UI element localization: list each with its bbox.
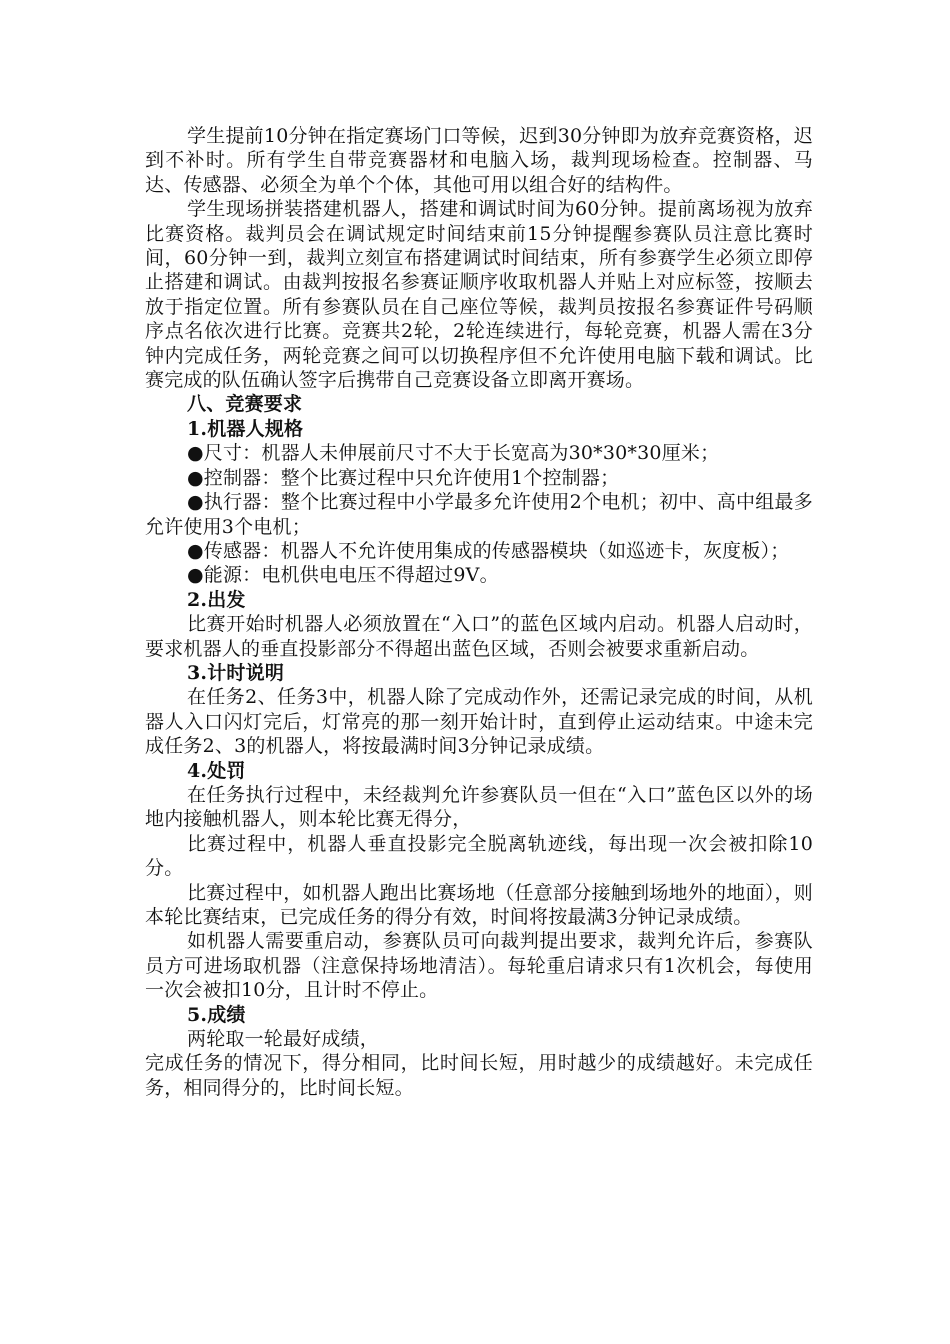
paragraph-build-time: 学生现场拼装搭建机器人，搭建和调试时间为60分钟。提前离场视为放弃比赛资格。裁判员会在调试规定时间结束前15分钟提醒参赛队员注意比赛时间，60分钟一到，裁判立刻宣布搭建调试时间结束，所有参赛学生必须立即停止搭建和调试。由裁判按报名参赛证顺序收取机器人并贴上对应标签，按顺去放于指定位置。所有参赛队员在自己座位等候，裁判员按报名参赛证件号码顺序点名依次进行比赛。竞赛共2轮，2轮连续进行，每轮竞赛，机器人需在3分钟内完成任务，两轮竞赛之间可以切换程序但不允许使用电脑下载和调试。比赛完成的队伍确认签字后携带自己竞赛设备立即离开赛场。 xyxy=(145,198,813,392)
subheading-start: 2.出发 xyxy=(187,588,246,611)
paragraph-start: 比赛开始时机器人必须放置在“入口”的蓝色区域内启动。机器人启动时，要求机器人的垂直投影部分不得超出蓝色区域，否则会被要求重新启动。 xyxy=(145,613,813,660)
paragraph-score-rule: 完成任务的情况下，得分相同，比时间长短，用时越少的成绩越好。未完成任务，相同得分的，比时间长短。 xyxy=(145,1052,813,1099)
spec-item-controller: ●控制器：整个比赛过程中只允许使用1个控制器； xyxy=(187,466,620,489)
paragraph-penalty-restart: 如机器人需要重启动，参赛队员可向裁判提出要求，裁判允许后，参赛队员方可进场取机器（注意保持场地清洁）。每轮重启请求只有1次机会，每使用一次会被扣10分，且计时不停止。 xyxy=(145,930,813,1002)
spec-item-sensor: ●传感器：机器人不允许使用集成的传感器模块（如巡迹卡，灰度板）； xyxy=(187,539,790,562)
paragraph-entry-rules: 学生提前10分钟在指定赛场门口等候，迟到30分钟即为放弃竞赛资格，迟到不补时。所有学生自带竞赛器材和电脑入场，裁判现场检查。控制器、马达、传感器、必须全为单个个体，其他可用以组合好的结构件。 xyxy=(145,125,813,196)
paragraph-penalty-track: 比赛过程中，机器人垂直投影完全脱离轨迹线，每出现一次会被扣除10分。 xyxy=(145,832,813,880)
subheading-timing: 3.计时说明 xyxy=(187,661,285,684)
paragraph-score-best: 两轮取一轮最好成绩， xyxy=(187,1028,380,1051)
subheading-robot-spec: 1.机器人规格 xyxy=(187,417,304,440)
spec-item-size: ●尺寸：机器人未伸展前尺寸不大于长宽高为30*30*30厘米； xyxy=(187,442,720,465)
subheading-score: 5.成绩 xyxy=(187,1003,246,1026)
paragraph-timing: 在任务2、任务3中，机器人除了完成动作外，还需记录完成的时间，从机器人入口闪灯完后，灯常亮的那一刻开始计时，直到停止运动结束。中途未完成任务2、3的机器人，将按最满时间3分钟记录成绩。 xyxy=(145,686,813,758)
spec-item-actuator: ●执行器：整个比赛过程中小学最多允许使用2个电机；初中、高中组最多允许使用3个电机； xyxy=(145,491,813,538)
spec-item-power: ●能源：电机供电电压不得超过9V。 xyxy=(187,564,499,587)
subheading-penalty: 4.处罚 xyxy=(187,759,246,782)
section-heading-requirements: 八、竞赛要求 xyxy=(187,393,303,416)
document-body xyxy=(145,124,813,1100)
paragraph-penalty-out: 比赛过程中，如机器人跑出比赛场地（任意部分接触到场地外的地面），则本轮比赛结束，已完成任务的得分有效，时间将按最满3分钟记录成绩。 xyxy=(145,881,813,928)
paragraph-penalty-touch: 在任务执行过程中，未经裁判允许参赛队员一但在“入口”蓝色区以外的场地内接触机器人，则本轮比赛无得分， xyxy=(145,783,813,831)
